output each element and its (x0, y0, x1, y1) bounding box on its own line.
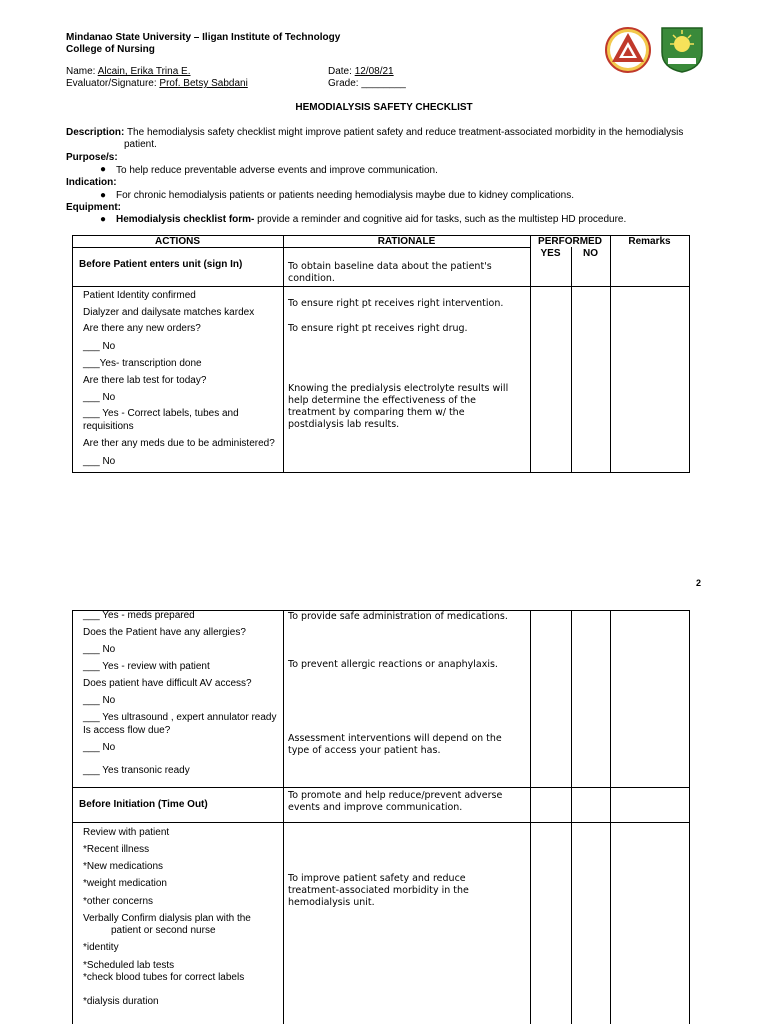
action-item: ___ Yes ultrasound , expert annulator ready (83, 712, 277, 723)
header-no: NO (583, 248, 598, 259)
institution-name: Mindanao State University – Iligan Institute of Technology (66, 32, 341, 43)
section-rationale-time-out: To promote and help reduce/prevent adverse (288, 790, 503, 801)
grade-row (328, 78, 406, 90)
rationale-item: treatment-associated morbidity in the (288, 885, 469, 896)
rationale-item: To provide safe administration of medications. (288, 611, 508, 622)
action-item: ___ Yes - review with patient (83, 661, 210, 672)
action-item: Does patient have difficult AV access? (83, 678, 252, 689)
header-yes: YES (540, 248, 561, 259)
nursing-shield-logo (660, 24, 704, 74)
action-item: Dialyzer and dailysate matches kardex (83, 307, 255, 318)
action-item: *weight medication (83, 878, 167, 889)
equipment-label: Equipment: (66, 202, 121, 213)
action-item: ___ No (83, 392, 116, 403)
action-item: ___ No (83, 341, 116, 352)
action-item: ___ No (83, 742, 116, 753)
action-item: *identity (83, 942, 119, 953)
action-item: ___ No (83, 695, 116, 706)
action-item: ___Yes- transcription done (83, 358, 202, 369)
college-name: College of Nursing (66, 44, 155, 55)
action-item: ___ No (83, 456, 116, 467)
rationale-item: Knowing the predialysis electrolyte results will (288, 383, 509, 394)
action-item: patient or second nurse (111, 925, 216, 936)
header-rationale: RATIONALE (377, 236, 436, 247)
action-item: Verbally Confirm dialysis plan with the (83, 913, 251, 924)
name-value: Alcain, Erika Trina E. (97, 66, 191, 77)
rationale-item: treatment by comparing them w/ the (288, 407, 465, 418)
action-item: *New medications (83, 861, 164, 872)
name-label: Name: (66, 66, 96, 77)
rationale-item: Assessment interventions will depend on the (288, 733, 502, 744)
rationale-item: postdialysis lab results. (288, 419, 400, 430)
page-title: HEMODIALYSIS SAFETY CHECKLIST (295, 102, 473, 113)
action-item: Patient Identity confirmed (83, 290, 196, 301)
equipment-item-name: Hemodialysis checklist form- (116, 214, 255, 225)
evaluator-label: Evaluator/Signature: (66, 78, 157, 89)
equipment-item (116, 214, 626, 226)
indication-item: For chronic hemodialysis patients or patients needing hemodialysis maybe due to kidney complications. (116, 190, 575, 201)
header-performed: PERFORMED (538, 236, 602, 247)
evaluator-row (66, 78, 248, 90)
section-title-sign-in: Before Patient enters unit (sign In) (79, 259, 243, 270)
description-line (66, 127, 683, 139)
description-text: The hemodialysis safety checklist might improve patient safety and reduce treatment-associated morbidity in the hemodialysis (126, 127, 684, 138)
action-item: ___ No (83, 644, 116, 655)
action-item: ___ Yes transonic ready (83, 765, 190, 776)
rationale-item: help determine the effectiveness of the (288, 395, 476, 406)
indication-label: Indication: (66, 177, 117, 188)
date-label: Date: (328, 66, 352, 77)
page-number: 2 (696, 578, 702, 588)
date-value: 12/08/21 (354, 66, 394, 77)
section-rationale-sign-in: To obtain baseline data about the patient's condition. (288, 261, 492, 284)
grade-label: Grade: (328, 78, 359, 89)
section-title-time-out: Before Initiation (Time Out) (79, 799, 208, 810)
equipment-item-text: provide a reminder and cognitive aid for tasks, such as the multistep HD procedure. (254, 214, 627, 225)
action-item: Does the Patient have any allergies? (83, 627, 246, 638)
triangle-seal-logo (604, 26, 652, 74)
action-item: ___ Yes - Correct labels, tubes and (83, 408, 239, 419)
action-item: *Scheduled lab tests (83, 960, 175, 971)
bullet-icon: ● (100, 214, 107, 225)
action-item: requisitions (83, 421, 134, 432)
rationale-item: To improve patient safety and reduce (288, 873, 466, 884)
action-item: *check blood tubes for correct labels (83, 972, 245, 983)
evaluator-value: Prof. Betsy Sabdani (159, 78, 248, 89)
action-item: ___ Yes - meds prepared (83, 610, 195, 621)
rationale-item: To ensure right pt receives right intervention. (288, 298, 504, 309)
rationale-item: type of access your patient has. (288, 745, 441, 756)
date-row (328, 66, 394, 78)
action-item: Are ther any meds due to be administered? (83, 438, 275, 449)
action-item: Are there lab test for today? (83, 375, 207, 386)
rationale-item: To ensure right pt receives right drug. (288, 323, 468, 334)
header-actions: ACTIONS (155, 236, 200, 247)
name-row (66, 66, 191, 78)
purpose-label: Purpose/s: (66, 152, 118, 163)
purpose-item: To help reduce preventable adverse events and improve communication. (116, 165, 438, 176)
action-item: Are there any new orders? (83, 323, 201, 334)
rationale-item: To prevent allergic reactions or anaphylaxis. (288, 659, 498, 670)
description-continued: patient. (124, 139, 157, 150)
action-item: *Recent illness (83, 844, 150, 855)
grade-value: ________ (361, 78, 406, 89)
bullet-icon: ● (100, 164, 107, 175)
section-rationale-time-out: events and improve communication. (288, 802, 463, 813)
action-item: *other concerns (83, 896, 154, 907)
description-label: Description: (66, 127, 125, 138)
header-remarks: Remarks (628, 236, 671, 247)
action-item: Is access flow due? (83, 725, 171, 736)
rationale-item: hemodialysis unit. (288, 897, 375, 908)
bullet-icon: ● (100, 190, 107, 201)
action-item: Review with patient (83, 827, 170, 838)
action-item: *dialysis duration (83, 996, 159, 1007)
